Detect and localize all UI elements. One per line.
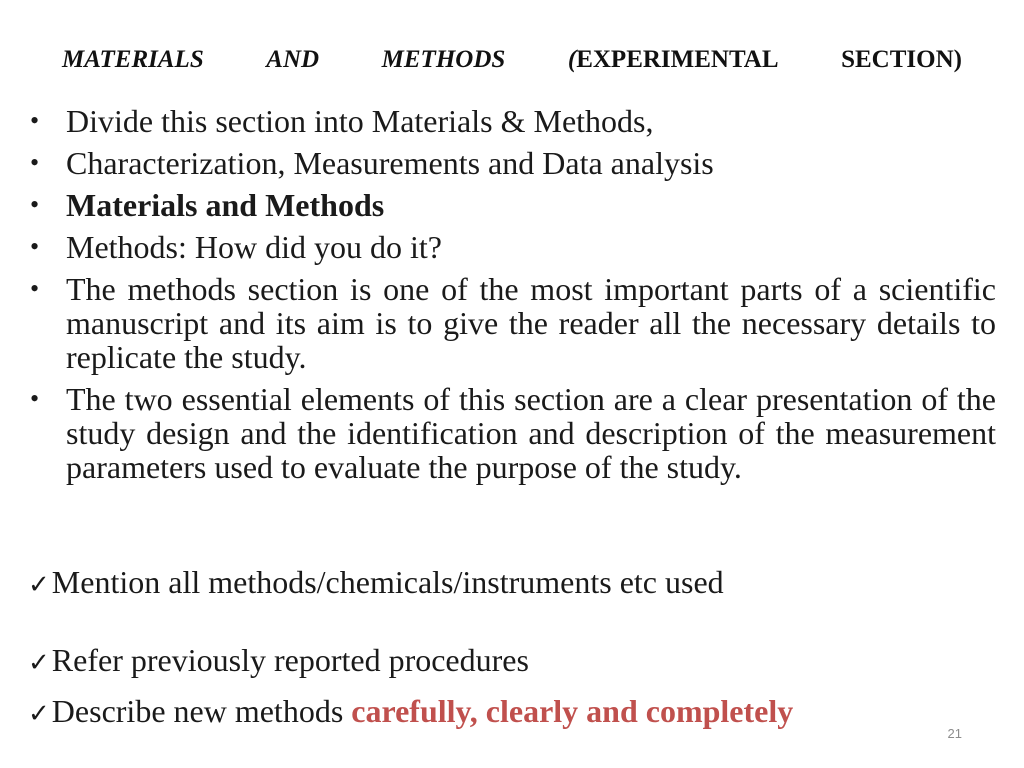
bullet-item [30,104,996,138]
checklist-item [28,642,529,681]
bullet-text: Materials and Methods [66,187,385,223]
bullet-dot: • [30,384,40,413]
bullet-dot: • [30,148,40,177]
bullet-dot: • [30,274,40,303]
title-section-group [841,46,962,74]
slide-title [62,46,962,80]
bullet-text: Divide this section into Materials & Methods, [66,103,654,139]
title-paren-close: ) [953,46,962,73]
bullet-list [30,104,996,492]
bullet-dot: • [30,190,40,219]
checkmark-icon: ✓ [28,699,50,729]
bullet-item [30,382,996,484]
title-word-materials: MATERIALS [62,46,204,73]
title-experimental-group [568,46,779,74]
title-word-experimental: EXPERIMENTAL [576,46,779,73]
bullet-text: The two essential elements of this section are a clear presentation of the study design and the identification and description of the measurement parameters used to evaluate the purpose of the study. [66,381,996,485]
checklist-text: Describe new methods [51,693,352,729]
title-word-section: SECTION [841,46,954,73]
title-word-methods: METHODS [381,46,506,73]
bullet-text: Characterization, Measurements and Data analysis [66,145,714,181]
title-word-and: AND [266,46,320,73]
checklist-text: Refer previously reported procedures [51,642,529,678]
bullet-text: The methods section is one of the most important parts of a scientific manuscript and its aim is to give the reader all the necessary details to replicate the study. [66,271,996,375]
bullet-dot: • [30,106,40,135]
checklist-emphasis: carefully, clearly and completely [351,693,794,729]
bullet-item [30,272,996,374]
bullet-item [30,230,996,264]
bullet-item [30,146,996,180]
bullet-item [30,188,996,222]
page-number: 21 [947,726,962,741]
checklist-text: Mention all methods/chemicals/instruments etc used [51,564,724,600]
title-paren-open: ( [567,46,577,73]
bullet-text: Methods: How did you do it? [66,229,442,265]
checklist-item [28,693,793,732]
checklist-item [28,564,724,603]
checkmark-icon: ✓ [28,648,50,678]
bullet-dot: • [30,232,40,261]
checkmark-icon: ✓ [28,570,50,600]
